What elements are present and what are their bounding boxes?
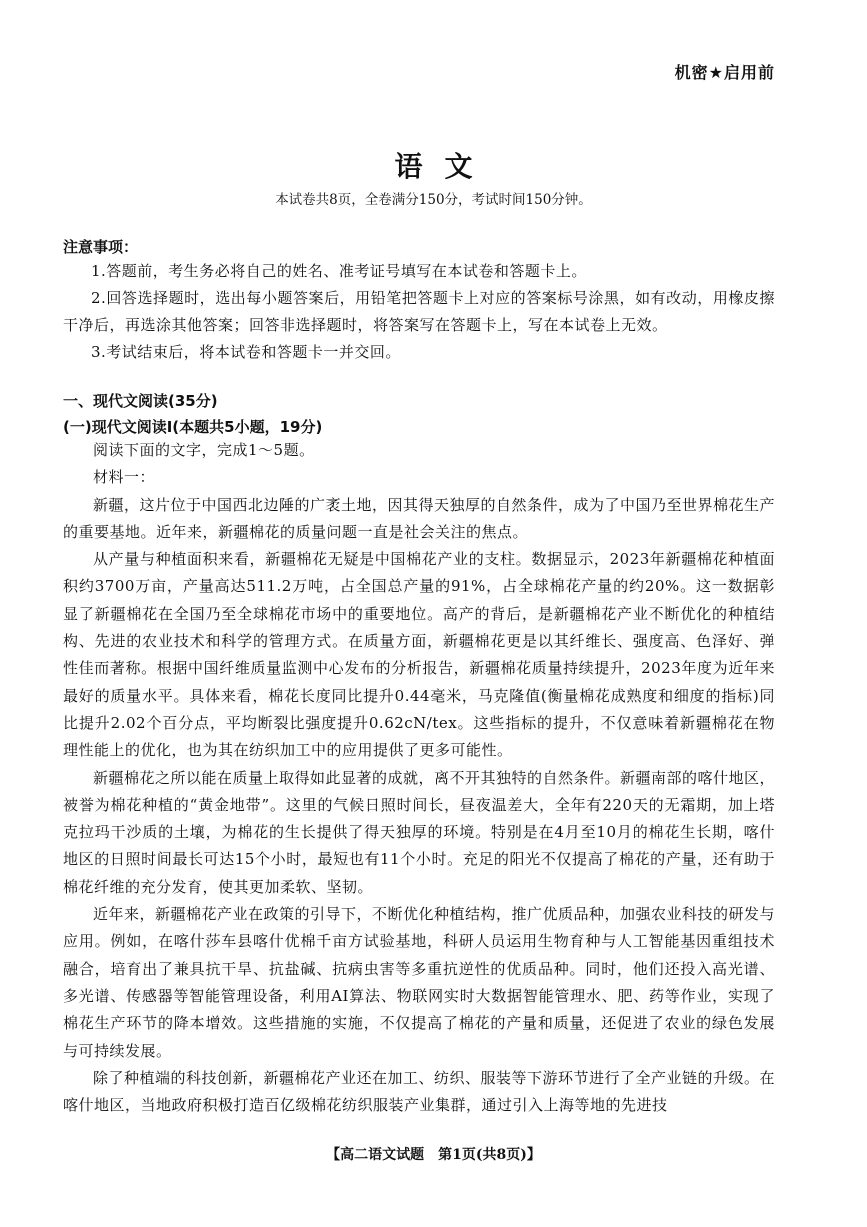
reading-passage [63,437,775,1119]
paragraph: 除了种植端的科技创新，新疆棉花产业还在加工、纺织、服装等下游环节进行了全产业链的升级。在喀什地区，当地政府积极打造百亿级棉花纺织服装产业集群，通过引入上海等地的先进技 [63,1068,776,1115]
paragraph: 从产量与种植面积来看，新疆棉花无疑是中国棉花产业的支柱。数据显示，2023年新疆棉花种植面积约3700万亩，产量高达511.2万吨，占全国总产量的91%，占全球棉花产量的约20%。这一数据彰显了新疆棉花在全国乃至全球棉花市场中的重要地位。高产的背后，是新疆棉花产业不断优化的种植结构、先进的农业技术和科学的管理方式。在质量方面，新疆棉花更是以其纤维长、强度高、色泽好、弹性佳而著称。根据中国纤维质量监测中心发布的分析报告，新疆棉花质量持续提升，2023年度为近年来最好的质量水平。具体来看，棉花长度同比提升0.44毫米，马克隆值(衡量棉花成熟度和细度的指标)同比提升2.02个百分点，平均断裂比强度提升0.62cN/tex。这些指标的提升，不仅意味着新疆棉花在物理性能上的优化，也为其在纺织加工中的应用提供了更多可能性。 [63,550,775,760]
notices-list [63,258,775,366]
page-title: 语文 [394,150,495,183]
subsection-title: (一)现代文阅读Ⅰ(本题共5小题，19分) [63,418,323,436]
confidential-mark: 机密★启用前 [674,63,775,82]
notice-item: 1.答题前，考生务必将自己的姓名、准考证号填写在本试卷和答题卡上。 [91,262,587,280]
material-label: 材料一： [93,468,156,487]
page-footer: 【高二语文试题 第1页(共8页)】 [326,1147,541,1163]
paragraph: 新疆棉花之所以能在质量上取得如此显著的成就，离不开其独特的自然条件。新疆南部的喀什地区，被誉为棉花种植的“黄金地带”。这里的气候日照时间长，昼夜温差大，全年有220天的无霜期，加上塔克拉玛干沙质的土壤，为棉花的生长提供了得天独厚的环境。特别是在4月至10月的棉花生长期，喀什地区的日照时间最长可达15个小时，最短也有11个小时。充足的阳光不仅提高了棉花的产量，还有助于棉花纤维的充分发育，使其更加柔软、坚韧。 [63,768,776,896]
paragraph: 近年来，新疆棉花产业在政策的引导下，不断优化种植结构，推广优质品种，加强农业科技的研发与应用。例如，在喀什莎车县喀什优棉千亩方试验基地，科研人员运用生物育种与人工智能基因重组技术融合，培育出了兼具抗干旱、抗盐碱、抗病虫害等多重抗逆性的优质品种。同时，他们还投入高光谱、多光谱、传感器等智能管理设备，利用AI算法、物联网实时大数据智能管理水、肥、药等作业，实现了棉花生产环节的降本增效。这些措施的实施，不仅提高了棉花的产量和质量，还促进了农业的绿色发展与可持续发展。 [63,905,776,1060]
paragraph: 新疆，这片位于中国西北边陲的广袤土地，因其得天独厚的自然条件，成为了中国乃至世界棉花生产的重要基地。近年来，新疆棉花的质量问题一直是社会关注的焦点。 [63,495,776,541]
reading-instruction: 阅读下面的文字，完成1～5题。 [93,441,315,459]
notices-title: 注意事项： [63,238,139,256]
section-title: 一、现代文阅读(35分) [63,392,218,410]
exam-info: 本试卷共8页，全卷满分150分，考试时间150分钟。 [275,192,592,208]
notice-item: 3.考试结束后，将本试卷和答题卡一并交回。 [91,343,401,361]
notice-item: 2.回答选择题时，选出每小题答案后，用铅笔把答题卡上对应的答案标号涂黑，如有改动，用橡皮擦干净后，再选涂其他答案；回答非选择题时，将答案写在答题卡上，写在本试卷上无效。 [63,289,775,334]
